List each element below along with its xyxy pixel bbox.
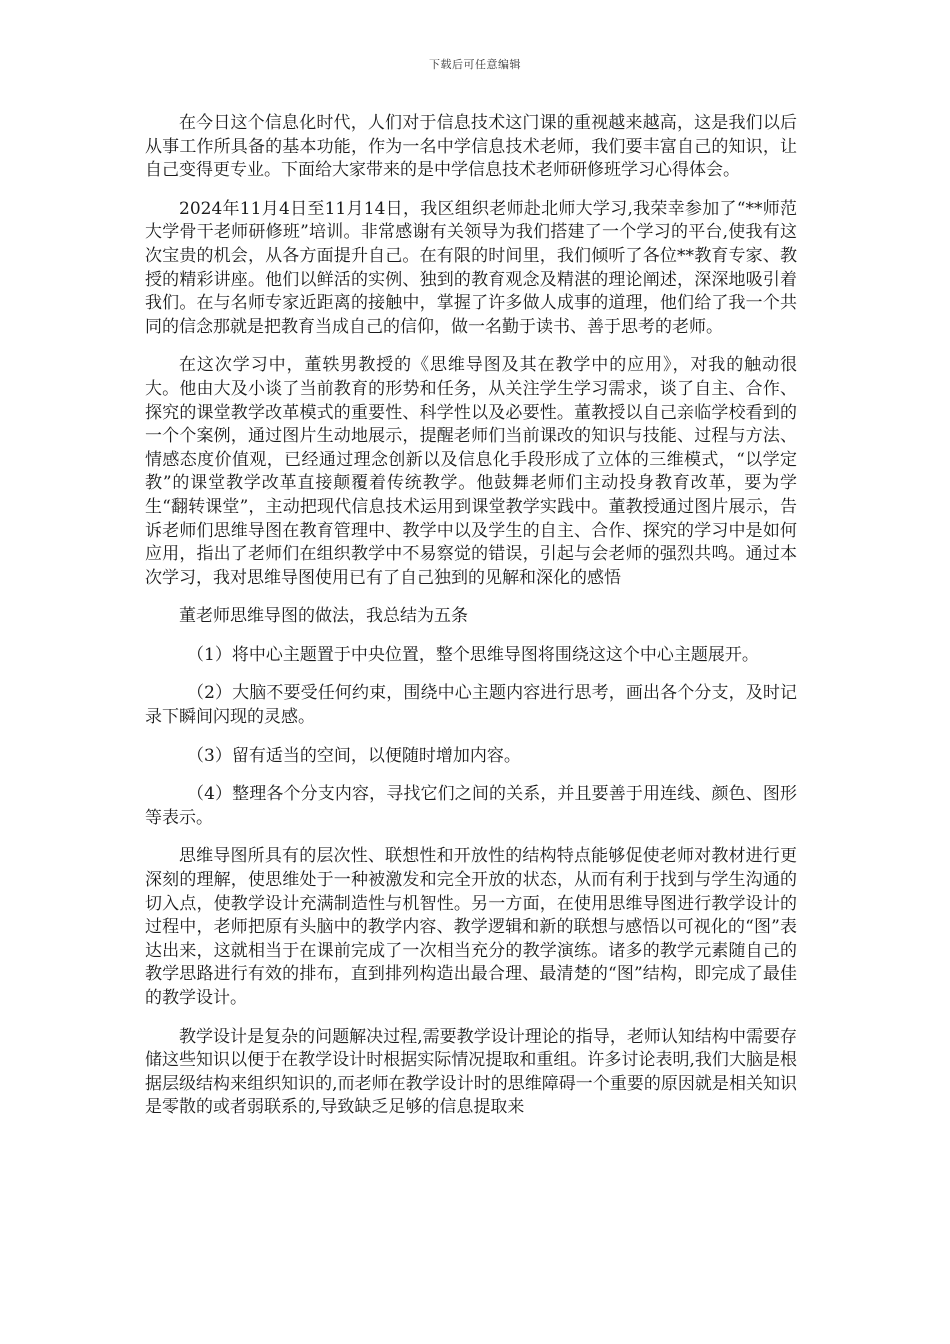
document-body [145,112,797,1120]
list-item-2: （2）大脑不要受任何约束，围绕中心主题内容进行思考，画出各个分支，及时记录下瞬间闪现的灵感。 [145,683,797,728]
paragraph-lecture: 在这次学习中，董轶男教授的《思维导图及其在教学中的应用》，对我的触动很大。他由大及小谈了当前教育的形势和任务，从关注学生学习需求，谈了自主、合作、探究的课堂教学改革模式的重要性、科学性以及必要性。董教授以自己亲临学校看到的一个个案例，通过图片生动地展示，提醒老师们当前课改的知识与技能、过程与方法、情感态度价值观，已经通过理念创新以及信息化手段形成了立体的三维模式，“以学定教”的课堂教学改革直接颠覆着传统教学。他鼓舞老师们主动投身教育改革，要为学生“翻转课堂”，主动把现代信息技术运用到课堂教学实践中。董教授通过图片展示，告诉老师们思维导图在教育管理中、教学中以及学生的自主、合作、探究的学习中是如何应用，指出了老师们在组织教学中不易察觉的错误，引起与会老师的强烈共鸣。通过本次学习，我对思维导图使用已有了自己独到的见解和深化的感悟 [145,355,797,588]
header-note: 下载后可任意编辑 [429,58,521,71]
list-item-4: （4）整理各个分支内容，寻找它们之间的关系，并且要善于用连线、颜色、图形等表示。 [145,784,797,828]
paragraph-summary-heading: 董老师思维导图的做法，我总结为五条 [179,606,468,627]
list-item-1: （1）将中心主题置于中央位置，整个思维导图将围绕这这个中心主题展开。 [187,644,759,665]
paragraph-training: 2024年11月4日至11月14日，我区组织老师赴北师大学习,我荣幸参加了“**师范大学骨干老师研修班”培训。非常感谢有关领导为我们搭建了一个学习的平台,使我有这次宝贵的机会，从各方面提升自己。在有限的时间里，我们倾听了各位**教育专家、教授的精彩讲座。他们以鲜活的实例、独到的教育观念及精湛的理论阐述，深深地吸引着我们。在与名师专家近距离的接触中，掌握了许多做人成事的道理，他们给了我一个共同的信念那就是把教育当成自己的信仰，做一名勤于读书、善于思考的老师。 [145,198,797,337]
paragraph-teaching-design: 教学设计是复杂的问题解决过程,需要教学设计理论的指导，老师认知结构中需要存储这些知识以便于在教学设计时根据实际情况提取和重组。许多讨论表明,我们大脑是根据层级结构来组织知识的,而老师在教学设计时的思维障碍一个重要的原因就是相关知识是零散的或者弱联系的,导致缺乏足够的信息提取来 [145,1026,797,1118]
paragraph-mindmap-benefits: 思维导图所具有的层次性、联想性和开放性的结构特点能够促使老师对教材进行更深刻的理解，使思维处于一种被激发和完全开放的状态，从而有利于找到与学生沟通的切入点，使教学设计充满制造性与机智性。另一方面，在使用思维导图进行教学设计的过程中，老师把原有头脑中的教学内容、教学逻辑和新的联想与感悟以可视化的“图”表达出来，这就相当于在课前完成了一次相当充分的教学演练。诸多的教学元素随自己的教学思路进行有效的排布，直到排列构造出最合理、最清楚的“图”结构，即完成了最佳的教学设计。 [145,846,797,1008]
paragraph-intro: 在今日这个信息化时代，人们对于信息技术这门课的重视越来越高，这是我们以后从事工作所具备的基本功能，作为一名中学信息技术老师，我们要丰富自己的知识，让自己变得更专业。下面给大家带来的是中学信息技术老师研修班学习心得体会。 [145,113,797,181]
list-item-3: （3）留有适当的空间，以便随时增加内容。 [187,745,521,766]
